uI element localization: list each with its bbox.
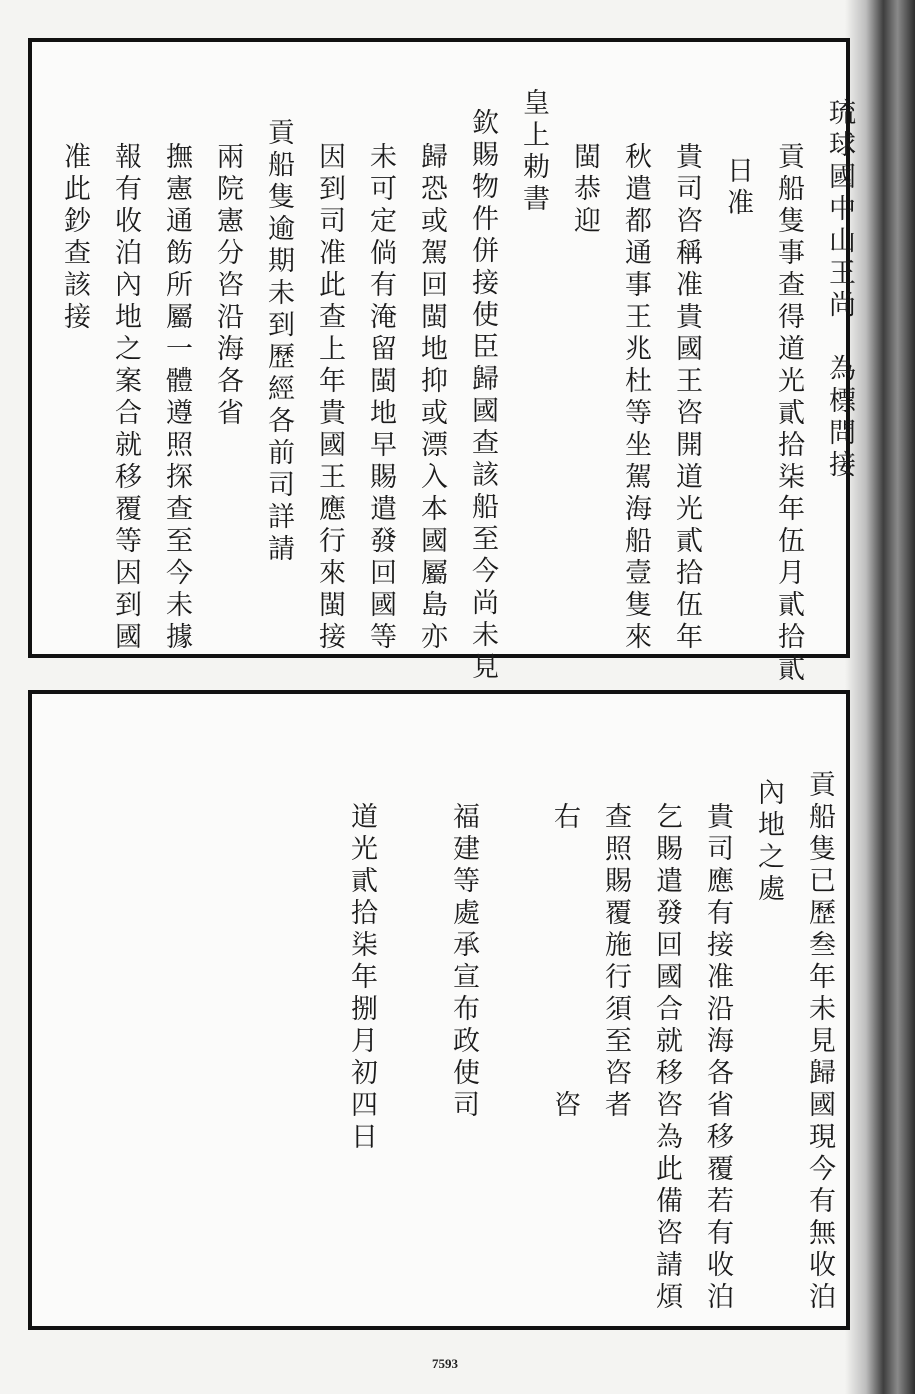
text-column: 皇上勅書 bbox=[518, 88, 549, 216]
text-column: 日准 bbox=[722, 156, 753, 220]
text-column: 查照賜覆施行須至咨者 bbox=[600, 802, 631, 1122]
text-column: 秋遣都通事王兆杜等坐駕海船壹隻來 bbox=[620, 142, 651, 654]
text-column: 閩恭迎 bbox=[569, 142, 600, 238]
text-column: 歸恐或駕回閩地抑或漂入本國屬島亦 bbox=[416, 142, 447, 654]
text-column: 貴司應有接准沿海各省移覆若有收泊 bbox=[702, 802, 733, 1314]
text-column: 貴司咨稱准貴國王咨開道光貳拾伍年 bbox=[671, 142, 702, 654]
text-column: 未可定倘有淹留閩地早賜遣發回國等 bbox=[365, 142, 396, 654]
book-binding-shadow bbox=[845, 0, 915, 1394]
text-column: 貢船隻事查得道光貳拾柒年伍月貳拾貳 bbox=[773, 142, 804, 686]
text-column: 准此鈔查該接 bbox=[59, 142, 90, 334]
date-column: 道光貳拾柒年捌月初四日 bbox=[346, 802, 377, 1154]
text-column: 貢船隻已歷叁年未見歸國現今有無收泊 bbox=[804, 770, 835, 1314]
text-column: 琉球國中山王尚 為標問接 bbox=[824, 98, 855, 482]
text-column: 右 咨 bbox=[549, 802, 580, 1122]
text-column: 福建等處承宣布政使司 bbox=[448, 802, 479, 1122]
text-column: 因到司准此查上年貴國王應行來閩接 bbox=[314, 142, 345, 654]
text-column: 兩院憲分咨沿海各省 bbox=[212, 142, 243, 430]
text-column: 欽賜物件併接使臣歸國查該船至今尚未見 bbox=[467, 108, 498, 684]
text-column: 內地之處 bbox=[753, 778, 784, 906]
text-column: 報有收泊內地之案合就移覆等因到國 bbox=[110, 142, 141, 654]
text-column: 貢船隻逾期未到歷經各前司詳請 bbox=[263, 118, 294, 566]
top-document-panel bbox=[28, 38, 855, 686]
page-number: 7593 bbox=[432, 1356, 458, 1371]
text-column: 乞賜遣發回國合就移咨為此備咨請煩 bbox=[651, 802, 682, 1314]
text-column: 撫憲通飭所屬一體遵照探查至今未據 bbox=[161, 142, 192, 654]
bottom-document-panel bbox=[28, 690, 850, 1330]
